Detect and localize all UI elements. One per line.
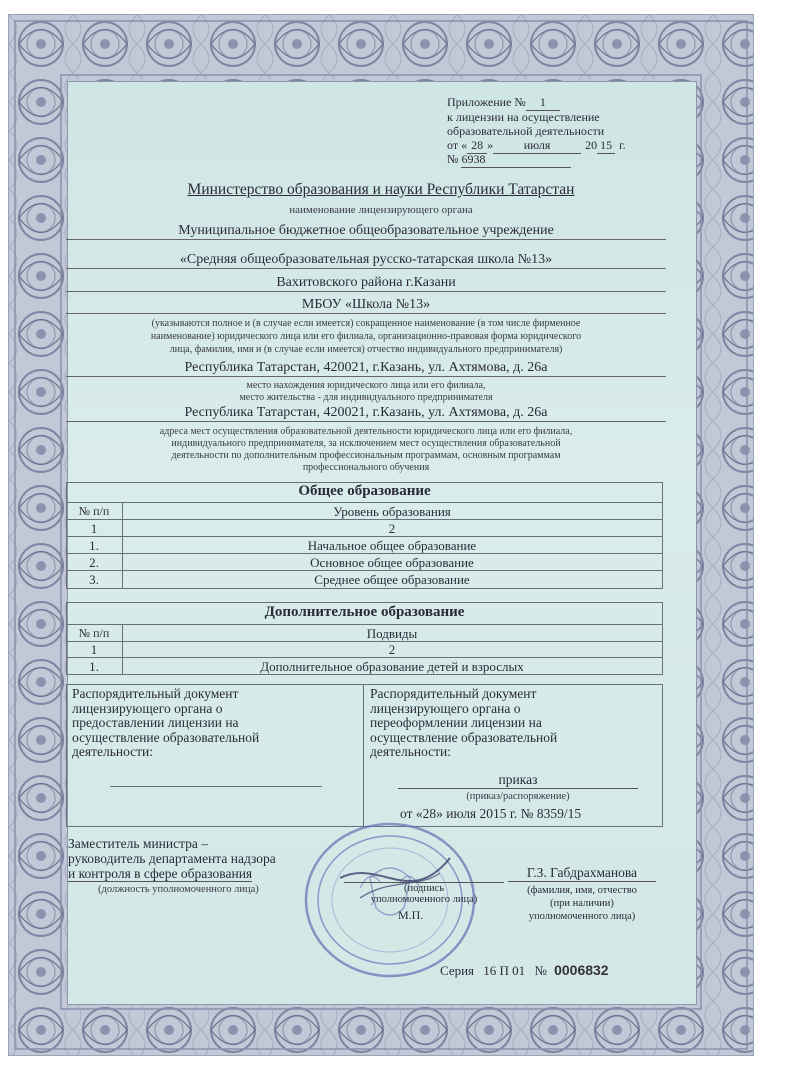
org-line3: Вахитовского района г.Казани (66, 275, 666, 292)
doc-issue-blank-line (110, 786, 322, 787)
table-row-level: Начальное общее образование (307, 538, 477, 553)
signer-name-caption: (фамилия, имя, отчество (при наличии) уполномоченного лица) (527, 885, 637, 922)
activity-address: Республика Татарстан, 420021, г.Казань, ул. Ахтямова, д. 26а (66, 405, 666, 422)
table-row-num: 1. (89, 659, 99, 674)
signature-caption: (подпись уполномоченного лица) (344, 882, 504, 905)
general-col-level: Уровень образования (333, 504, 451, 519)
general-index-2: 2 (388, 521, 396, 536)
appendix-license-number: № 6938 (447, 152, 571, 168)
location-address: Республика Татарстан, 420021, г.Казань, ул. Ахтямова, д. 26а (66, 360, 666, 377)
org-caption1: (указываются полное и (в случае если имеется) сокращенное наименование (в том числе фирменное (151, 318, 581, 329)
location-caption2: место жительства - для индивидуального предпринимателя (239, 392, 493, 403)
table-row-num: 3. (89, 572, 99, 587)
activity-caption1: адреса мест осуществления образовательной деятельности юридического лица или его филиала, (159, 426, 573, 437)
org-caption2: наименование) юридического лица или его филиала, организационно-правовая форма юридического (150, 331, 582, 342)
appendix-label: Приложение № 1 (447, 95, 560, 111)
table-row-num: 1. (89, 538, 99, 553)
authority-name: Министерство образования и науки Республики Татарстан (187, 181, 575, 198)
order-type: приказ (398, 772, 638, 789)
series-number: Серия 16 П 01 № 0006832 (440, 962, 609, 978)
table-row-subtype: Дополнительное образование детей и взрослых (260, 659, 524, 674)
signer-name: Г.З. Габдрахманова (508, 865, 656, 882)
table-row-level: Среднее общее образование (314, 572, 470, 587)
org-short-name: МБОУ «Школа №13» (66, 297, 666, 314)
appendix-line1: к лицензии на осуществление (447, 110, 600, 124)
seal-label: М.П. (398, 908, 424, 922)
signer-position-caption: (должность уполномоченного лица) (98, 884, 259, 895)
org-line2: «Средняя общеобразовательная русско-татарская школа №13» (66, 252, 666, 269)
org-line1: Муниципальное бюджетное общеобразовательное учреждение (66, 223, 666, 240)
general-education-title: Общее образование (298, 483, 431, 499)
table-row-num: 2. (89, 555, 99, 570)
order-date-number: от «28» июля 2015 г. № 8359/15 (400, 806, 582, 821)
location-caption1: место нахождения юридического лица или его филиала, (246, 380, 486, 391)
activity-caption3: деятельности по дополнительным профессиональным программам, основным программам (171, 450, 561, 461)
appendix-line2: образовательной деятельности (447, 124, 605, 138)
additional-col-subtype: Подвиды (366, 626, 418, 641)
order-type-caption: (приказ/распоряжение) (466, 791, 570, 802)
additional-index-1: 1 (90, 642, 98, 657)
doc-issue-text: Распорядительный документ лицензирующего органа о предоставлении лицензии на осуществление образовательной деятельности: (72, 686, 260, 759)
activity-caption4: профессионального обучения (302, 462, 430, 473)
additional-index-2: 2 (388, 642, 396, 657)
appendix-date: от « 28 » июля 20 15 г. (447, 138, 626, 152)
org-caption3: лица, фамилия, имя и (в случае если имеется) отчество индивидуального предпринимателя) (169, 344, 563, 355)
table-row-level: Основное общее образование (310, 555, 474, 570)
general-col-number: № п/п (78, 504, 110, 518)
additional-col-number: № п/п (78, 626, 110, 640)
signer-position: Заместитель министра – руководитель департамента надзора и контроля в сфере образования (68, 836, 276, 881)
authority-caption: наименование лицензирующего органа (289, 204, 473, 216)
additional-education-title: Дополнительное образование (264, 604, 465, 620)
activity-caption2: индивидуального предпринимателя, за исключением мест осуществления образовательной (171, 438, 561, 449)
doc-reissue-text: Распорядительный документ лицензирующего органа о переоформлении лицензии на осуществление образовательной деятельности: (370, 686, 558, 759)
general-index-1: 1 (90, 521, 98, 536)
